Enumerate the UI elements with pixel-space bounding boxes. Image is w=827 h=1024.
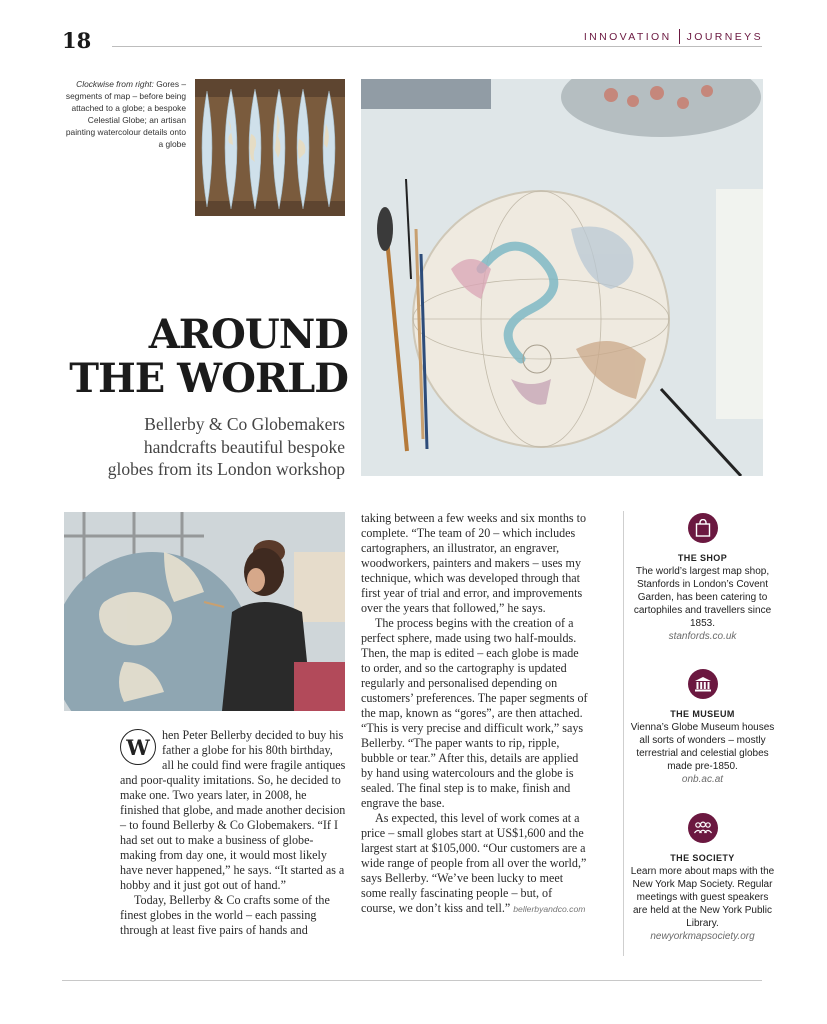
caption-lead: Clockwise from right:: [76, 79, 154, 89]
headline: [58, 313, 348, 401]
section-label: [584, 29, 763, 44]
sidebar-society: [630, 813, 775, 943]
museum-url[interactable]: onb.ac.at: [681, 774, 724, 785]
society-title: THE SOCIETY: [670, 853, 735, 863]
article-paragraph-1: hen Peter Bellerby decided to buy his father a globe for his 80th birthday, all he could find were fragile antiques and poor-quality imitations. So, he decided to make one. Two years later, in 2008, he finished that globe, and made another decision – to found Bellerby & Co Globemakers. “If I had set out to make a business of globe-making from day one, it would most likely have never happened,” he says. “It started as a hobby and it just got out of hand.”: [120, 728, 346, 892]
subhead-line-3: globes from its London workshop: [107, 459, 345, 479]
header-rule: [112, 46, 762, 47]
caption-text: Gores – segments of map – before being attached to a globe; a bespoke Celestial Globe; an artisan painting watercolour details onto a globe: [65, 79, 186, 149]
museum-text: Vienna’s Globe Museum houses all sorts of wonders – mostly terrestrial and celestial globes made pre-1850.: [630, 722, 775, 772]
article-paragraph-2: Today, Bellerby & Co crafts some of the finest globes in the world – each passing through at least five pairs of hands and: [120, 893, 330, 937]
gores-photo: [195, 79, 345, 216]
article-column-left: [120, 728, 346, 938]
article-column-middle: [361, 511, 589, 917]
article-paragraph-5-text: As expected, this level of work comes at a price – small globes start at US$1,600 and the largest start at $105,000. “Our customers are a wide range of people from all over the world,” says Bellerby. “We’ve been lucky to meet some really fascinating people – but, of course, we don’t kiss and tell.”: [361, 811, 587, 915]
society-text: Learn more about maps with the New York Map Society. Regular meetings with guest speakers are held at the New York Public Library.: [630, 866, 775, 929]
shop-url[interactable]: stanfords.co.uk: [668, 631, 737, 642]
artisan-painting-photo: [64, 512, 345, 711]
shop-text: The world’s largest map shop, Stanfords in London’s Covent Garden, has been catering to cartophiles and travellers since 1853.: [633, 566, 772, 629]
museum-title: THE MUSEUM: [670, 709, 735, 719]
subhead-line-1: Bellerby & Co Globemakers: [144, 414, 345, 434]
sidebar-shop: [630, 513, 775, 643]
sidebar-divider: [623, 511, 624, 956]
footer-rule: [62, 980, 762, 981]
subhead-line-2: handcrafts beautiful bespoke: [143, 436, 345, 457]
section-name: INNOVATION: [583, 30, 672, 43]
headline-line-2: THE WORLD: [69, 355, 348, 402]
page-number: 18: [62, 28, 92, 53]
article-paragraph-3: taking between a few weeks and six months to complete. “The team of 20 – which includes cartographers, an illustrator, an engraver, woodworkers, painters and makers – uses my technique, which was developed through that first year of trial and error, and improvements over the years that followed,” he says.: [361, 511, 587, 615]
sidebar-museum: [630, 669, 775, 786]
article-paragraph-5: [361, 811, 589, 917]
image-caption: [62, 79, 186, 150]
shopping-bag-icon: [688, 513, 718, 543]
celestial-globe-photo: [361, 79, 763, 476]
people-group-icon: [688, 813, 718, 843]
subheadline: [58, 413, 345, 481]
article-paragraph-4: The process begins with the creation of a perfect sphere, made using two half-moulds. Then, the map is edited – each globe is made to order, and so the cartography is updated regularly and personalised depending on customers’ preferences. The paper segments of the map, known as “gores”, are then attached. “This is very precise and difficult work,” says Bellerby. “The paper wants to rip, ripple, bubble or tear.” After this, details are applied by hand using watercolours and the globe is sealed. The final step is to make, finish and engrave the base.: [361, 616, 588, 810]
subsection-name: JOURNEYS: [686, 30, 763, 43]
headline-line-1: AROUND: [148, 311, 348, 358]
section-separator: [679, 29, 680, 44]
museum-building-icon: [688, 669, 718, 699]
society-url[interactable]: newyorkmapsociety.org: [650, 931, 755, 942]
dropcap: W: [120, 729, 156, 765]
article-signoff-url[interactable]: bellerbyandco.com: [513, 904, 586, 914]
shop-title: THE SHOP: [677, 553, 728, 563]
